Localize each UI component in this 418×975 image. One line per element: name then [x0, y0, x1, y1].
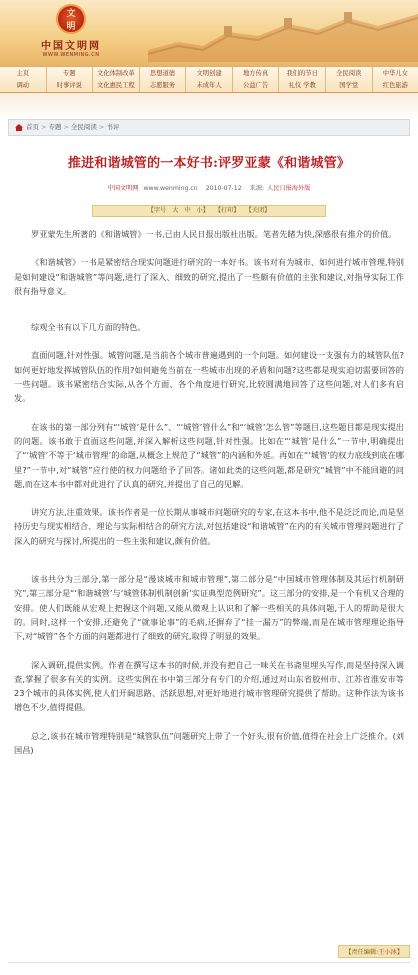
paragraph: 在该书的第一部分列有“‘城管’是什么”、“‘城管’管什么”和“‘城管’怎么管”等题目,这些题目都是现实提出的问题。该书敢于直面这些问题,并深入解析这些问题,针对性强。比如在“‘城管’是什么”一节中,明确提出了“‘城管’不等于‘城市管理’的命题,从概念上规范了“城管”的内涵和外延。再如在“‘城管’的权力底线到底在哪里?”一节中,对“城管”应行使的权力问题给予了回答。诸如此类的这些问题,都是研究“城管”中不能回避的问题,而在这本书中都对此进行了认真的研究,并提出了自己的见解。	[14, 421, 404, 489]
nav-item-civilization[interactable]: 文明创建 未成年人	[186, 67, 233, 92]
site-header	[0, 0, 418, 66]
nav-item-culture-reform[interactable]: 文化体制改革 文化惠民工程	[93, 67, 140, 92]
site-url: WWW.WENMING.CN	[42, 52, 100, 58]
paragraph: 综观全书有以下几方面的特色。	[31, 322, 146, 333]
paragraph: 深入调研,提供实例。作者在撰写这本书的时候,并没有把自己一味关在书斋里埋头写作,而是坚持深入调查,掌握了很多有关的实例。这些实例在书中第三部分有专门的介绍,通过对山东省胶州市、江苏省淮安市等23个城市的具体实例,使人们开阔思路、活跃思想,对更好地进行城市管理研究提供了帮助。这种作法为该书增色不少,值得提倡。	[14, 659, 404, 713]
breadcrumb-review[interactable]: 书评	[106, 123, 120, 131]
main-nav	[0, 66, 418, 93]
paragraph: 该书共分为三部分,第一部分是“漫谈城市和城市管理”,第二部分是“中国城市管理体制及其运行机制研究”,第三部分是“‘和谐城管’与‘城管体制机制创新’实证典型范例研究”。这三部分的安排,是一个有机又合理的安排。使人们既能从宏观上把握这个问题,又能从微观上认识和了解一些相关的具体问题,于人的帮助是很大的。同时,这样一个安排,还避免了“就事论事”的毛病,还摒弃了“挂一漏万”的弊端,而是在城市管理理论指导下,对“城管”各个方面的问题都进行了细致的研究,取得了明显的效果。	[14, 574, 404, 642]
paragraph: 《和谐城管》一书是紧密结合现实问题进行研究的一本好书。该书对有为城市、如何进行城市管理,特别是如何建设“和谐城管”等问题,进行了深入、细致的研究,提出了一些颇有价值的主张和建议,对指导实际工作很有指导意义。	[14, 257, 404, 296]
nav-item-topics[interactable]: 专题 时事评说	[47, 67, 94, 92]
great-wall-illustration	[148, 6, 418, 62]
article-body	[14, 227, 404, 757]
breadcrumb-topics[interactable]: 专题	[48, 123, 62, 131]
article-meta	[8, 183, 410, 192]
editor-name: 王小沐	[378, 949, 397, 956]
breadcrumb-home[interactable]: 首页	[26, 123, 39, 131]
breadcrumb-reading[interactable]: 全民阅读	[70, 123, 97, 131]
meta-source-label: 来源:	[249, 185, 265, 192]
nav-item-festivals[interactable]: 我们的节日 礼仪 学教	[279, 67, 326, 92]
site-logo[interactable]	[26, 4, 116, 58]
paragraph: 总之,该书在城市管理特别是“城管队伍”问题研究上带了一个好头,很有价值,值得在社会上广泛推介。(刘国昌)	[14, 730, 404, 756]
nav-item-reading[interactable]: 全民阅读 国学堂	[326, 67, 373, 92]
font-size-medium[interactable]: 中	[184, 207, 191, 214]
home-icon	[15, 124, 23, 131]
breadcrumb: 首页 > 专题 > 全民阅读 > 书评	[8, 119, 410, 136]
nav-item-local-news[interactable]: 地方传真 公益广告	[233, 67, 280, 92]
nav-item-morality[interactable]: 思想道德 志愿服务	[140, 67, 187, 92]
emblem-icon: 文明	[56, 4, 86, 34]
article-title: 推进和谐城管的一本好书:评罗亚蒙《和谐城管》	[67, 156, 351, 171]
paragraph: 直面问题,针对性强。城管问题,是当前各个城市普遍遇到的一个问题。如何建设一支强有力的城管队伍?如何更好地发挥城管队伍的作用?如何避免当前在一些城市出现的矛盾和问题?这些都是现实迫切需要回答的一些问题。该书紧密结合实际,从各个方面、各个角度进行研究,比较圆满地回答了这些问题,对人们多有启发。	[14, 350, 404, 404]
paragraph: 罗亚蒙先生所著的《和谐城管》一书,已由人民日报出版社出版。笔者先睹为快,深感很有推介的价值。	[31, 229, 397, 239]
site-name: 中国文明网	[41, 41, 101, 52]
print-button[interactable]: 【打印】	[214, 207, 240, 214]
nav-item-home[interactable]: 主页 调动	[0, 67, 47, 92]
header-shadow	[0, 93, 418, 119]
font-size-large[interactable]: 大	[172, 207, 179, 214]
footer-divider	[8, 962, 410, 963]
nav-item-heroes[interactable]: 中华儿女 红色旅游	[382, 70, 408, 89]
meta-source: 人民日报海外版	[267, 185, 311, 192]
meta-date: 2010-07-12	[205, 185, 242, 192]
responsible-editor: 【责任编辑:王小沐】	[338, 945, 410, 958]
font-size-small[interactable]: 小】	[196, 207, 209, 214]
paragraph: 讲究方法,注重效果。该书作者是一位长期从事城市问题研究的专家,在这本书中,他不是泛泛而论,而是坚持历史与现实相结合、理论与实际相结合的研究方法,对包括建设“和谐城管”在内的有关城市管理问题进行了深入的研究与探讨,所提出的一些主张和建议,颇有价值。	[14, 507, 404, 546]
close-button[interactable]: 【关闭】	[245, 207, 271, 214]
article-toolbar	[92, 205, 326, 217]
meta-url: www.wenming.cn	[143, 185, 198, 192]
meta-site: 中国文明网	[107, 185, 139, 192]
font-size-label: 【字号	[147, 207, 167, 214]
